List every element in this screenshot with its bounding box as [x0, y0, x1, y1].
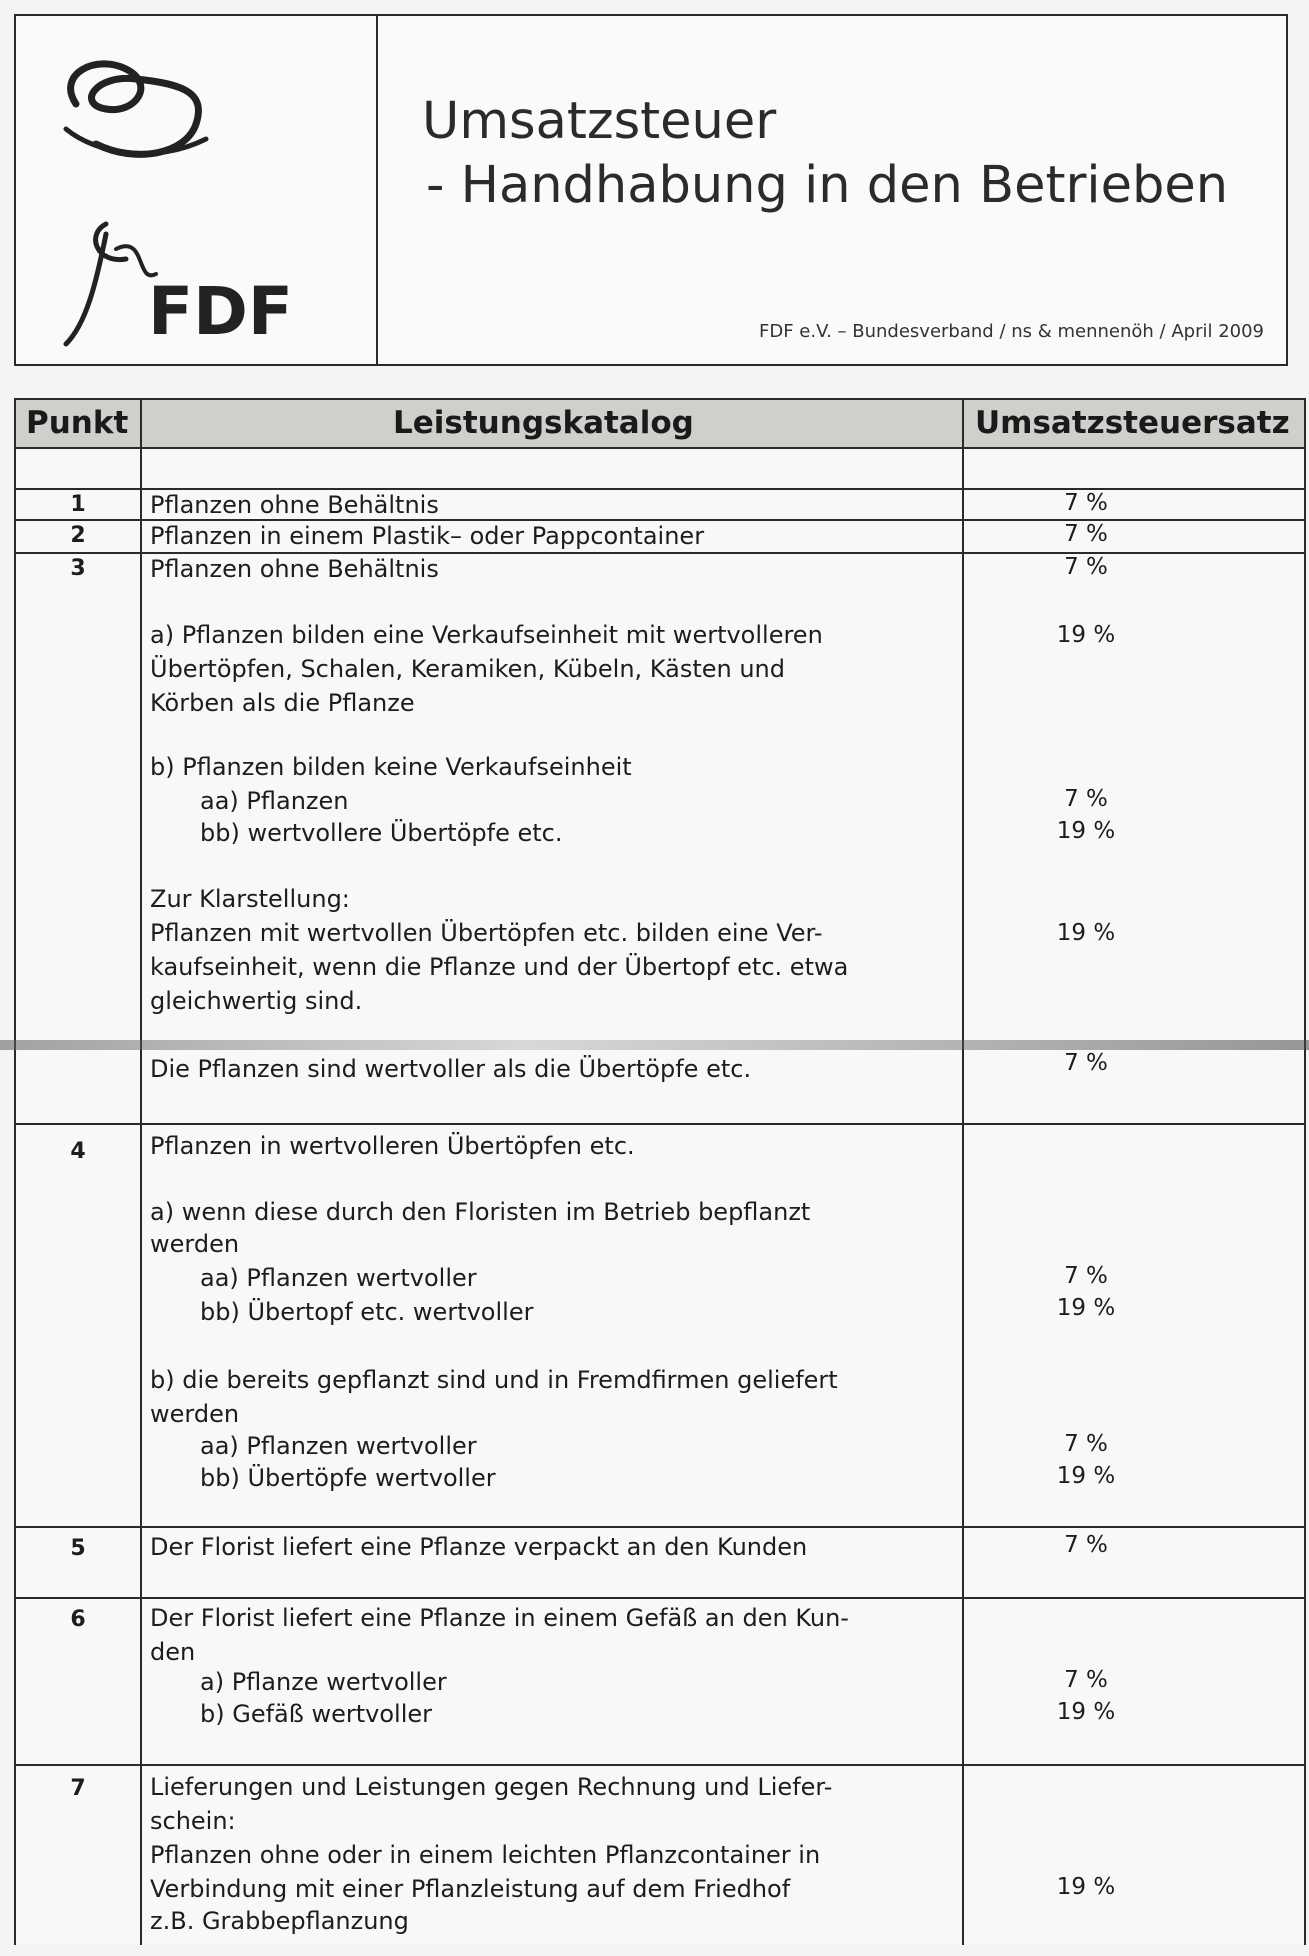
- row-text: Pflanzen ohne Behältnis: [150, 491, 439, 519]
- row-text: schein:: [150, 1807, 236, 1835]
- row-text: bb) Übertöpfe wertvoller: [200, 1464, 496, 1492]
- row-text: Übertöpfen, Schalen, Keramiken, Kübeln, Kästen und: [150, 655, 785, 683]
- row-text: den: [150, 1638, 196, 1666]
- tax-table: [14, 398, 1306, 1945]
- row-text: Zur Klarstellung:: [150, 885, 350, 913]
- row-text: gleichwertig sind.: [150, 987, 363, 1015]
- row-rate: 19 %: [1056, 1699, 1116, 1725]
- row-text: bb) Übertopf etc. wertvoller: [200, 1298, 534, 1326]
- row-text: werden: [150, 1400, 240, 1428]
- page-title: Umsatzsteuer: [422, 92, 777, 151]
- row-text: a) Pflanzen bilden eine Verkaufseinheit mit wertvolleren: [150, 621, 823, 649]
- row-rate: 7 %: [1064, 1667, 1108, 1693]
- scan-smudge: [0, 1040, 1309, 1050]
- row-text: Der Florist liefert eine Pflanze verpackt an den Kunden: [150, 1533, 808, 1561]
- row-number: 3: [70, 556, 86, 581]
- row-text: bb) wertvollere Übertöpfe etc.: [200, 819, 563, 847]
- row-text: Pflanzen ohne Behältnis: [150, 555, 439, 583]
- row-number: 7: [70, 1776, 86, 1801]
- row-text: aa) Pflanzen wertvoller: [200, 1264, 477, 1292]
- row-rate: 19 %: [1056, 1874, 1116, 1900]
- row-text: Der Florist liefert eine Pflanze in einem Gefäß an den Kun-: [150, 1604, 849, 1632]
- row-rate: 7 %: [1064, 1263, 1108, 1289]
- row-rate: 19 %: [1056, 818, 1116, 844]
- table-header: [16, 400, 1304, 449]
- table-row: [16, 519, 1304, 553]
- row-number: 4: [70, 1139, 86, 1164]
- row-text: b) Pflanzen bilden keine Verkaufseinheit: [150, 753, 632, 781]
- row-number: 5: [70, 1536, 86, 1561]
- logo-text: FDF: [148, 273, 293, 350]
- row-text: Pflanzen in einem Plastik– oder Pappcontainer: [150, 522, 705, 550]
- row-rate: 7 %: [1064, 1050, 1108, 1076]
- row-rate: 19 %: [1056, 920, 1116, 946]
- row-number: 6: [70, 1607, 86, 1632]
- row-rate: 19 %: [1056, 1295, 1116, 1321]
- row-rate: 7 %: [1064, 521, 1108, 547]
- row-text: Lieferungen und Leistungen gegen Rechnung und Liefer-: [150, 1773, 833, 1801]
- row-text: werden: [150, 1230, 240, 1258]
- row-rate: 7 %: [1064, 490, 1108, 516]
- row-text: Pflanzen mit wertvollen Übertöpfen etc. bilden eine Ver-: [150, 919, 823, 947]
- row-text: Die Pflanzen sind wertvoller als die Übertöpfe etc.: [150, 1055, 752, 1083]
- col-header-leistungskatalog: Leistungskatalog: [393, 405, 694, 441]
- row-text: z.B. Grabbepflanzung: [150, 1907, 409, 1935]
- row-rate: 7 %: [1064, 554, 1108, 580]
- row-text: a) Pflanze wertvoller: [200, 1668, 447, 1696]
- row-rate: 7 %: [1064, 1532, 1108, 1558]
- table-row: [16, 1764, 1304, 1956]
- row-rate: 19 %: [1056, 622, 1116, 648]
- table-row: [16, 1123, 1304, 1527]
- fdf-logo-icon: [36, 34, 356, 354]
- table-row: [16, 1526, 1304, 1598]
- row-text: a) wenn diese durch den Floristen im Betrieb bepflanzt: [150, 1198, 811, 1226]
- col-header-umsatzsteuersatz: Umsatzsteuersatz: [975, 405, 1290, 441]
- row-text: aa) Pflanzen: [200, 787, 349, 815]
- row-number: 1: [70, 492, 86, 517]
- row-number: 2: [70, 523, 86, 548]
- row-text: b) Gefäß wertvoller: [200, 1700, 433, 1728]
- row-rate: 19 %: [1056, 1463, 1116, 1489]
- logo-cell: [16, 16, 378, 364]
- col-header-punkt: Punkt: [26, 405, 129, 441]
- table-row: [16, 1597, 1304, 1765]
- row-text: aa) Pflanzen wertvoller: [200, 1432, 477, 1460]
- row-text: Pflanzen in wertvolleren Übertöpfen etc.: [150, 1132, 635, 1160]
- row-text: Körben als die Pflanze: [150, 689, 415, 717]
- row-rate: 7 %: [1064, 786, 1108, 812]
- credit-line: FDF e.V. – Bundesverband / ns & mennenöh / April 2009: [759, 321, 1264, 342]
- table-row: [16, 488, 1304, 520]
- row-text: Verbindung mit einer Pflanzleistung auf dem Friedhof: [150, 1875, 791, 1903]
- document-header: [14, 14, 1288, 366]
- row-text: Pflanzen ohne oder in einem leichten Pflanzcontainer in: [150, 1841, 821, 1869]
- page-subtitle: - Handhabung in den Betrieben: [426, 156, 1229, 215]
- row-text: b) die bereits gepflanzt sind und in Fremdfirmen geliefert: [150, 1366, 838, 1394]
- row-rate: 7 %: [1064, 1431, 1108, 1457]
- title-cell: [378, 16, 1286, 364]
- row-text: kaufseinheit, wenn die Pflanze und der Übertopf etc. etwa: [150, 953, 849, 981]
- table-row: [16, 552, 1304, 1124]
